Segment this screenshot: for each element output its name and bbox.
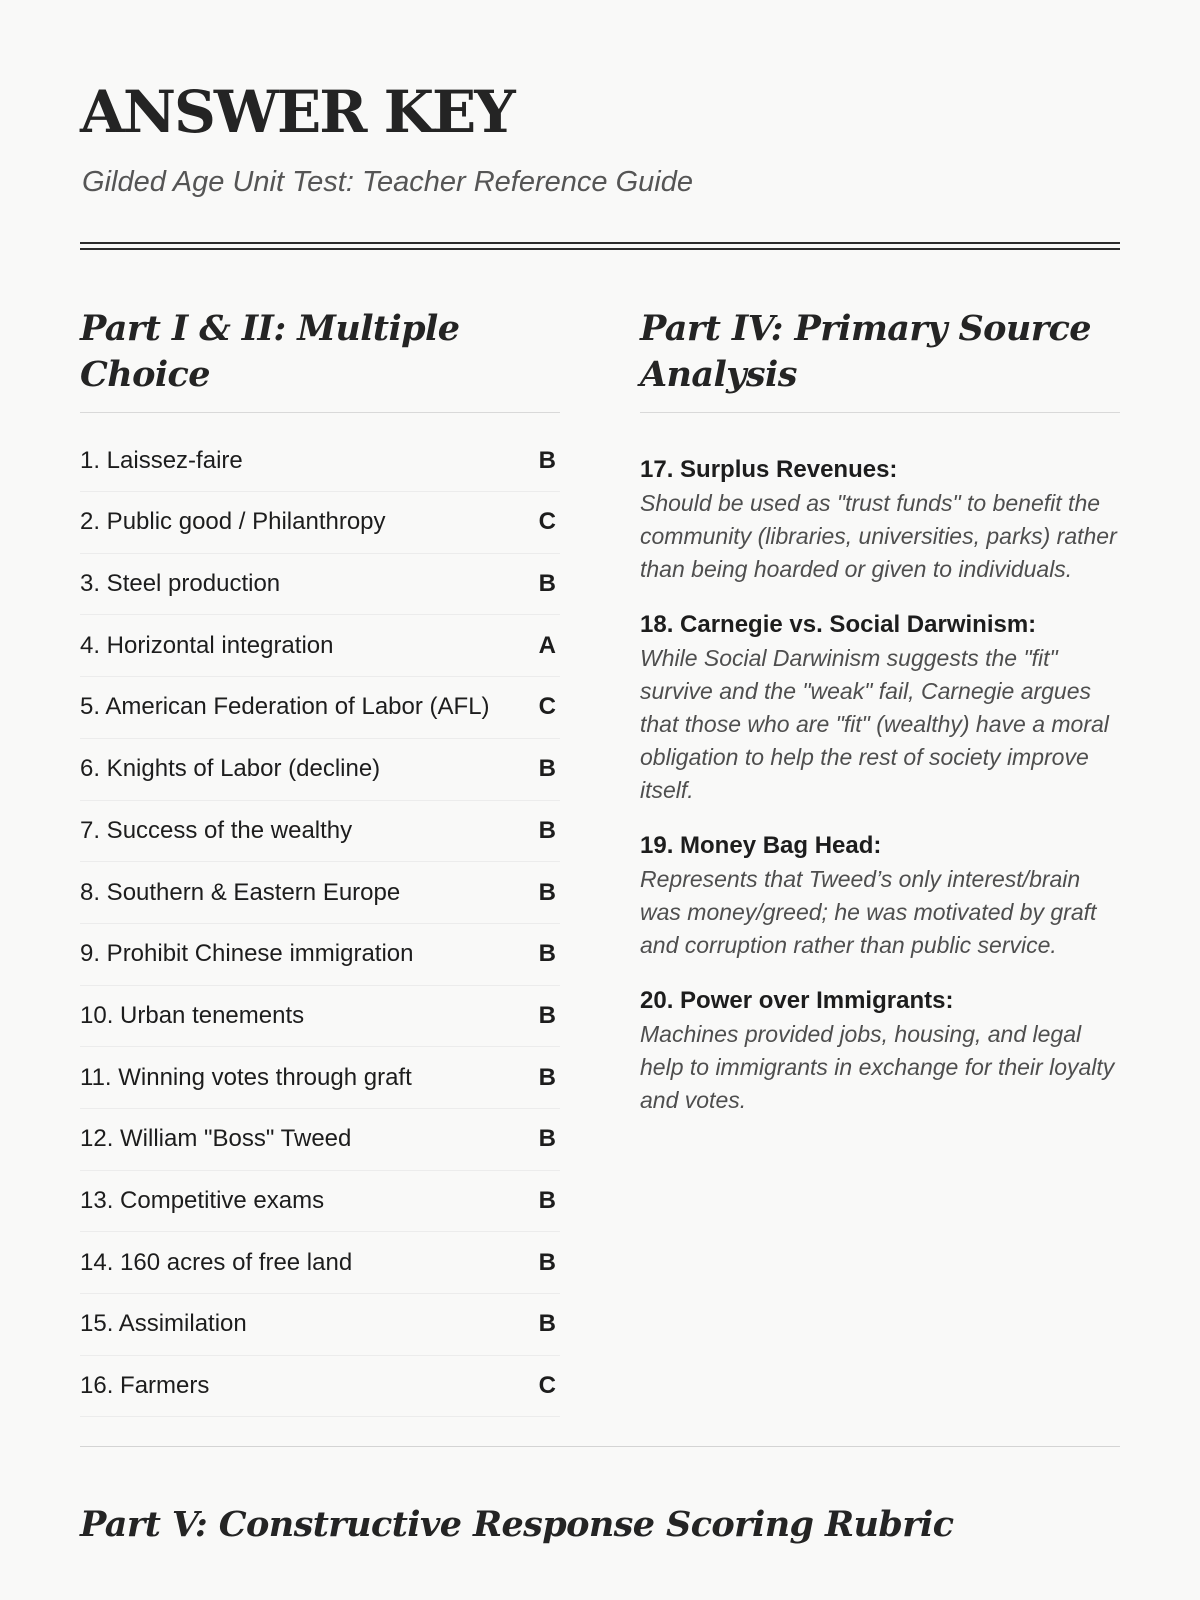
short-answer-item <box>640 984 1120 1117</box>
primary-source-list <box>640 453 1120 1117</box>
multiple-choice-list <box>80 430 560 1417</box>
mc-answer: B <box>538 1248 556 1276</box>
mc-row <box>80 615 560 677</box>
page-title: ANSWER KEY <box>80 78 514 146</box>
multiple-choice-title: Part I & II: Multiple Choice <box>80 306 560 413</box>
short-answer-heading: 17. Surplus Revenues: <box>640 456 898 484</box>
primary-source-section <box>640 306 1120 1139</box>
mc-row <box>80 924 560 986</box>
mc-question: 5. American Federation of Labor (AFL) <box>80 693 490 721</box>
mc-answer: B <box>538 446 556 474</box>
mc-row <box>80 739 560 801</box>
mc-question: 2. Public good / Philanthropy <box>80 508 386 536</box>
mc-question: 6. Knights of Labor (decline) <box>80 755 381 783</box>
mc-answer: B <box>538 570 556 598</box>
mc-answer: B <box>538 1063 556 1091</box>
mc-answer: C <box>538 693 556 721</box>
mc-row <box>80 862 560 924</box>
short-answer-text: While Social Darwinism suggests the "fit" survive and the "weak" fail, Carnegie argues that those who are "fit" (wealthy) have a moral obligation to help the rest of society improve itself. <box>640 644 1109 804</box>
rubric-title: Part V: Constructive Response Scoring Rubric <box>80 1504 954 1545</box>
short-answer-heading: 19. Money Bag Head: <box>640 832 882 860</box>
mc-question: 10. Urban tenements <box>80 1001 305 1029</box>
primary-source-title: Part IV: Primary Source Analysis <box>640 306 1120 413</box>
mc-row <box>80 1171 560 1233</box>
section-divider <box>80 1446 1120 1447</box>
mc-question: 3. Steel production <box>80 570 281 598</box>
mc-answer: C <box>538 1372 556 1400</box>
short-answer-text: Represents that Tweed’s only interest/brain was money/greed; he was motivated by graft and corruption rather than public service. <box>640 866 1097 959</box>
short-answer-item <box>640 829 1120 962</box>
mc-row <box>80 492 560 554</box>
mc-question: 16. Farmers <box>80 1372 210 1400</box>
mc-row <box>80 1294 560 1356</box>
multiple-choice-section <box>80 306 560 1417</box>
mc-row <box>80 986 560 1048</box>
mc-row <box>80 1109 560 1171</box>
mc-answer: B <box>538 816 556 844</box>
mc-question: 8. Southern & Eastern Europe <box>80 878 401 906</box>
mc-question: 7. Success of the wealthy <box>80 816 353 844</box>
mc-row <box>80 554 560 616</box>
mc-answer: C <box>538 508 556 536</box>
mc-row <box>80 801 560 863</box>
mc-question: 11. Winning votes through graft <box>80 1063 412 1091</box>
mc-question: 15. Assimilation <box>80 1310 247 1338</box>
mc-row <box>80 1047 560 1109</box>
short-answer-text: Machines provided jobs, housing, and legal help to immigrants in exchange for their loyalty and votes. <box>640 1020 1115 1114</box>
mc-row <box>80 1232 560 1294</box>
short-answer-heading: 20. Power over Immigrants: <box>640 987 954 1015</box>
short-answer-text: Should be used as "trust funds" to benefit the community (libraries, universities, parks) rather than being hoarded or given to individuals. <box>640 489 1117 583</box>
mc-question: 9. Prohibit Chinese immigration <box>80 940 414 968</box>
mc-question: 13. Competitive exams <box>80 1186 325 1214</box>
mc-question: 12. William "Boss" Tweed <box>80 1125 352 1153</box>
mc-answer: A <box>538 631 556 659</box>
short-answer-item <box>640 453 1120 586</box>
mc-answer: B <box>538 755 556 783</box>
page-subtitle: Gilded Age Unit Test: Teacher Reference Guide <box>82 166 693 198</box>
mc-question: 4. Horizontal integration <box>80 631 334 659</box>
short-answer-item <box>640 608 1120 807</box>
mc-question: 14. 160 acres of free land <box>80 1248 353 1276</box>
mc-answer: B <box>538 878 556 906</box>
mc-row <box>80 430 560 492</box>
mc-answer: B <box>538 1001 556 1029</box>
mc-answer: B <box>538 1310 556 1338</box>
mc-answer: B <box>538 1186 556 1214</box>
mc-answer: B <box>538 1125 556 1153</box>
header-divider <box>80 242 1120 250</box>
mc-row <box>80 677 560 739</box>
short-answer-heading: 18. Carnegie vs. Social Darwinism: <box>640 611 1037 639</box>
mc-question: 1. Laissez-faire <box>80 446 243 474</box>
mc-answer: B <box>538 940 556 968</box>
mc-row <box>80 1356 560 1418</box>
